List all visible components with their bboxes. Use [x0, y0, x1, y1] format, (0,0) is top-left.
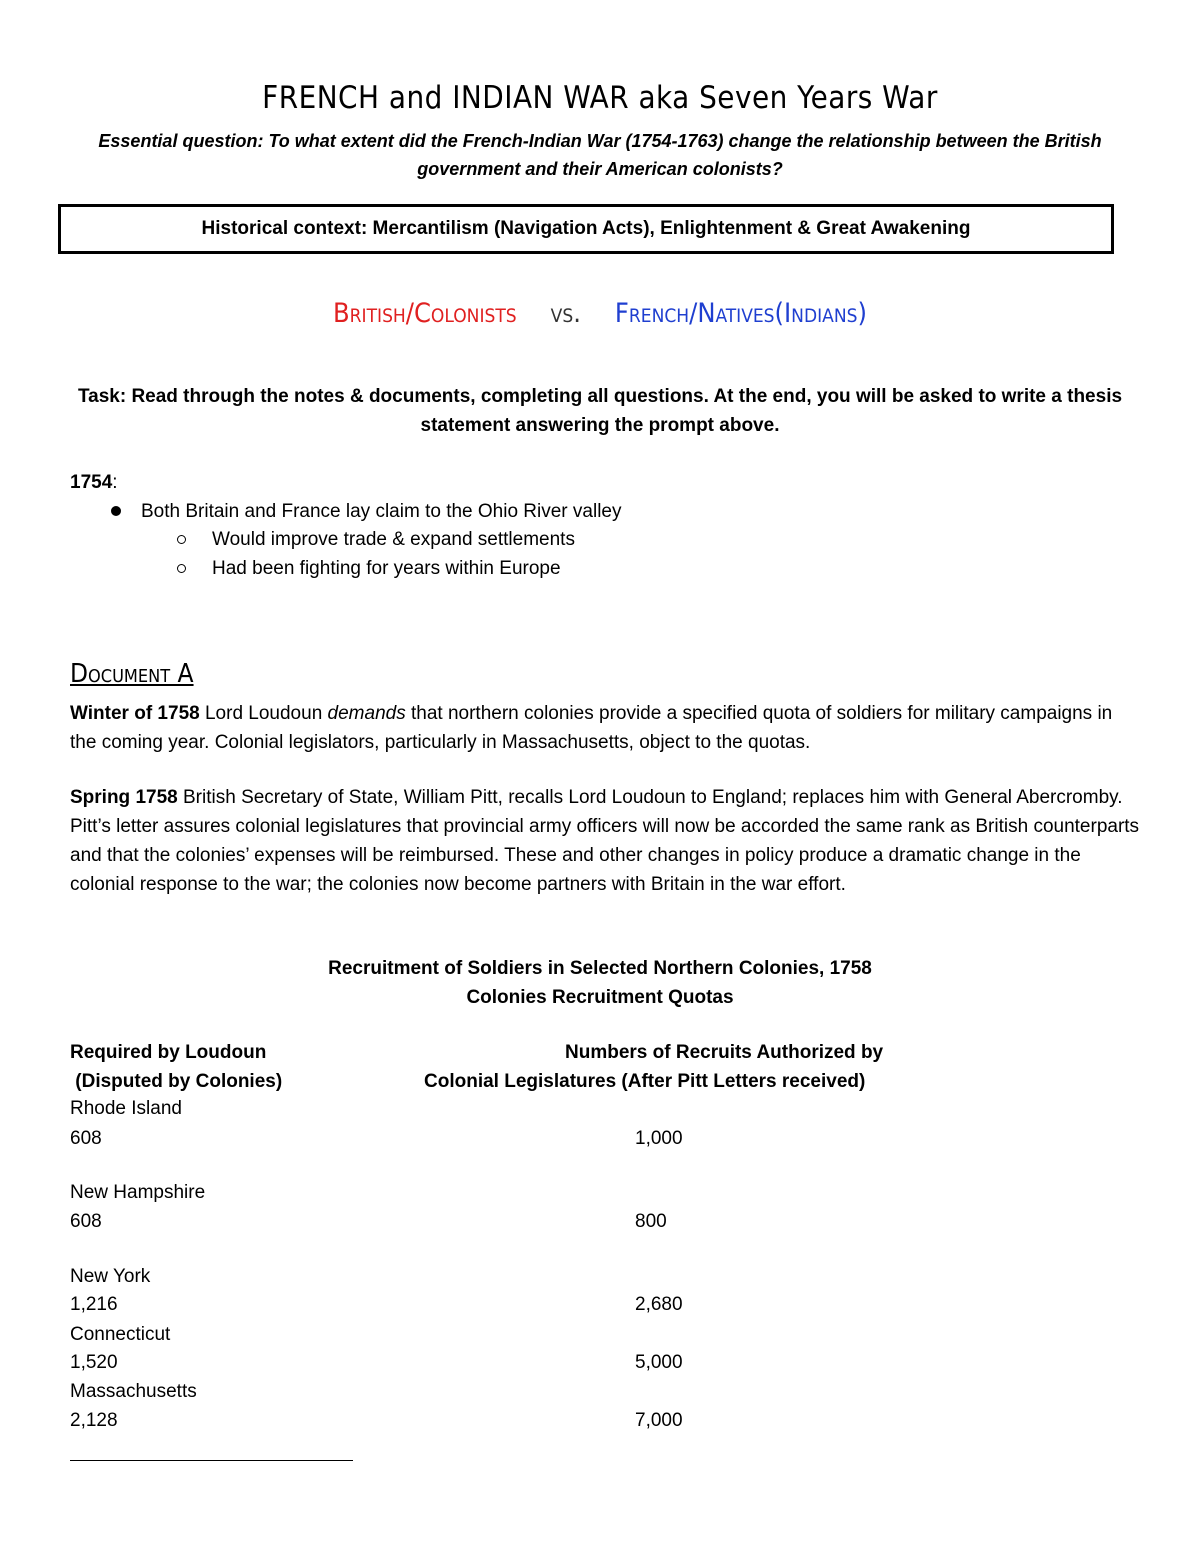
table-row-authorized: 2,680 — [635, 1294, 683, 1315]
document-a-paragraph-2 — [70, 783, 1140, 899]
bullet-dot-icon — [111, 506, 121, 516]
table-row-colony: Massachusetts — [70, 1381, 197, 1402]
table-row-required: 608 — [70, 1128, 102, 1149]
table-row-colony: New Hampshire — [70, 1182, 206, 1203]
table-row-colony: New York — [70, 1266, 151, 1287]
table-row-authorized: 7,000 — [635, 1410, 683, 1431]
table-row-authorized: 1,000 — [635, 1128, 683, 1149]
table-row-required: 1,520 — [70, 1352, 118, 1373]
versus-line — [0, 298, 1200, 329]
historical-context-text: Historical context: Mercantilism (Navigation Acts), Enlightenment & Great Awakening — [201, 218, 971, 239]
para1-text-a: Lord Loudoun — [199, 703, 328, 724]
page-title: FRENCH and INDIAN WAR aka Seven Years War — [262, 80, 938, 116]
para2-text: British Secretary of State, William Pitt, recalls Lord Loudoun to England; replaces him with General Abercromby. Pitt’s letter assures colonial legislatures that provincial army officers will now be accorded the same rank as British counterparts and that the colonies’ expenses will be reimbursed. These and other changes in policy produce a dramatic change in the colonial response to the war; the colonies now become partners with Britain in the war effort. — [70, 787, 1140, 895]
task-instructions — [60, 382, 1140, 440]
para1-lead: Winter of 1758 — [70, 703, 200, 724]
side-french-natives: French/Natives(Indians) — [614, 298, 867, 329]
table-row-colony: Connecticut — [70, 1324, 171, 1345]
document-a-heading: Document A — [70, 659, 194, 689]
table-row-colony: Rhode Island — [70, 1098, 182, 1119]
historical-context-box — [58, 204, 1114, 254]
table-title: Recruitment of Soldiers in Selected Northern Colonies, 1758 — [328, 958, 872, 979]
document-a-paragraph-1 — [70, 699, 1140, 757]
column-header-required-note: (Disputed by Colonies) — [70, 1071, 283, 1092]
sub-bullet-item: Would improve trade & expand settlements — [212, 529, 575, 550]
side-british-colonists: British/Colonists — [333, 298, 517, 329]
versus-label: vs. — [550, 298, 581, 329]
year-colon: : — [112, 472, 118, 493]
task-text: Task: Read through the notes & documents, completing all questions. At the end, you will be asked to write a thesis statement answering the prompt above. — [77, 386, 1123, 436]
sub-bullet-circle-icon — [177, 564, 186, 573]
column-header-authorized: Numbers of Recruits Authorized by — [565, 1042, 884, 1063]
essential-question: Essential question: To what extent did the French-Indian War (1754-1763) change the relationship between the British government and their American colonists? — [98, 131, 1102, 179]
column-header-required: Required by Loudoun — [70, 1042, 267, 1063]
column-header-authorized-note: Colonial Legislatures (After Pitt Letters received) — [424, 1071, 866, 1092]
footnote-divider — [70, 1460, 353, 1461]
para1-text-b: that northern colonies provide a specified quota of soldiers for military campaigns in the coming year. Colonial legislators, particularly in Massachusetts, object to the quotas. — [70, 703, 1113, 753]
para2-lead: Spring 1758 — [70, 787, 178, 808]
table-subtitle: Colonies Recruitment Quotas — [466, 987, 734, 1008]
sub-bullet-circle-icon — [177, 535, 186, 544]
sub-bullet-item: Had been fighting for years within Europe — [212, 558, 561, 579]
para1-emphasis: demands — [327, 703, 406, 724]
table-row-required: 2,128 — [70, 1410, 118, 1431]
table-row-authorized: 800 — [635, 1211, 667, 1232]
year-label — [70, 468, 118, 497]
table-row-authorized: 5,000 — [635, 1352, 683, 1373]
table-row-required: 608 — [70, 1211, 102, 1232]
table-row-required: 1,216 — [70, 1294, 118, 1315]
year-value: 1754 — [70, 472, 113, 493]
bullet-item: Both Britain and France lay claim to the Ohio River valley — [141, 501, 622, 522]
